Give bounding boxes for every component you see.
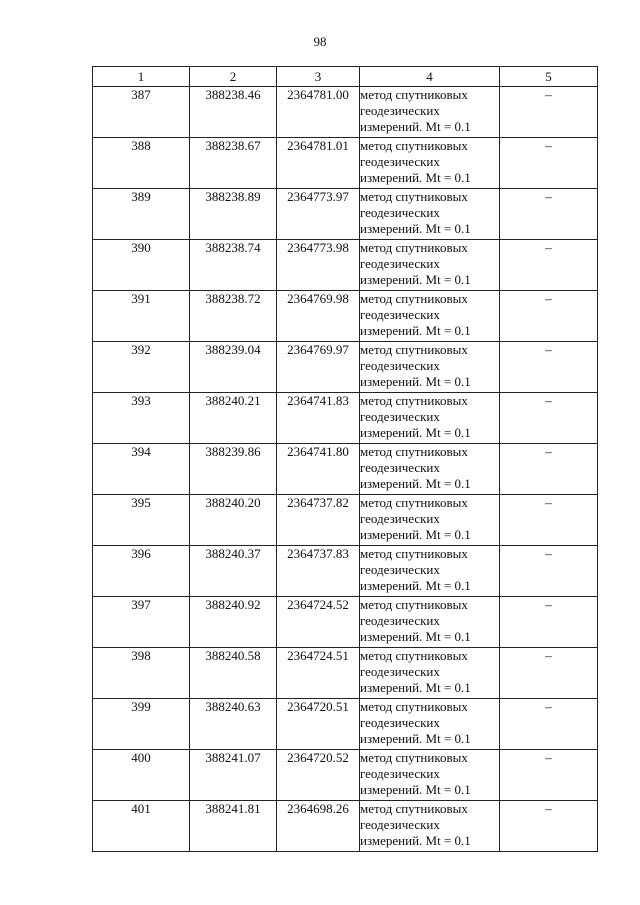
table-row — [93, 444, 598, 495]
column-5-value: – — [500, 699, 598, 750]
header-cell-2: 2 — [190, 67, 277, 87]
method-line-1: метод спутниковых — [360, 750, 468, 765]
coordinate-y: 2364741.83 — [277, 393, 360, 444]
method-line-2: геодезических — [360, 460, 440, 475]
method-line-3: измерений. Mt = 0.1 — [360, 119, 471, 134]
point-number: 395 — [93, 495, 190, 546]
method-line-2: геодезических — [360, 409, 440, 424]
table-body — [93, 87, 598, 852]
point-number: 399 — [93, 699, 190, 750]
column-5-value: – — [500, 801, 598, 852]
method-description — [360, 699, 500, 750]
column-5-value: – — [500, 291, 598, 342]
method-line-2: геодезических — [360, 205, 440, 220]
table-row — [93, 138, 598, 189]
method-line-2: геодезических — [360, 613, 440, 628]
coordinate-x: 388238.74 — [190, 240, 277, 291]
method-line-2: геодезических — [360, 817, 440, 832]
method-line-2: геодезических — [360, 256, 440, 271]
coordinate-x: 388240.20 — [190, 495, 277, 546]
method-line-1: метод спутниковых — [360, 444, 468, 459]
point-number: 389 — [93, 189, 190, 240]
coordinate-y: 2364724.52 — [277, 597, 360, 648]
method-description — [360, 393, 500, 444]
method-description — [360, 87, 500, 138]
method-description — [360, 240, 500, 291]
coordinate-x: 388239.86 — [190, 444, 277, 495]
coordinate-y: 2364720.52 — [277, 750, 360, 801]
coordinate-x: 388238.46 — [190, 87, 277, 138]
coordinate-y: 2364724.51 — [277, 648, 360, 699]
method-description — [360, 648, 500, 699]
coordinate-x: 388238.67 — [190, 138, 277, 189]
header-cell-4: 4 — [360, 67, 500, 87]
column-5-value: – — [500, 597, 598, 648]
method-description — [360, 495, 500, 546]
column-5-value: – — [500, 444, 598, 495]
coordinate-x: 388240.21 — [190, 393, 277, 444]
point-number: 393 — [93, 393, 190, 444]
method-line-1: метод спутниковых — [360, 393, 468, 408]
coordinate-y: 2364773.97 — [277, 189, 360, 240]
method-description — [360, 138, 500, 189]
coordinate-y: 2364769.97 — [277, 342, 360, 393]
method-line-1: метод спутниковых — [360, 699, 468, 714]
method-line-1: метод спутниковых — [360, 342, 468, 357]
method-line-2: геодезических — [360, 715, 440, 730]
point-number: 390 — [93, 240, 190, 291]
coordinate-x: 388240.92 — [190, 597, 277, 648]
method-line-1: метод спутниковых — [360, 291, 468, 306]
method-line-2: геодезических — [360, 103, 440, 118]
column-5-value: – — [500, 342, 598, 393]
method-line-1: метод спутниковых — [360, 801, 468, 816]
table-row — [93, 393, 598, 444]
method-line-2: геодезических — [360, 307, 440, 322]
method-line-1: метод спутниковых — [360, 138, 468, 153]
point-number: 392 — [93, 342, 190, 393]
coordinate-x: 388240.63 — [190, 699, 277, 750]
method-line-2: геодезических — [360, 562, 440, 577]
table-row — [93, 546, 598, 597]
table-row — [93, 495, 598, 546]
point-number: 400 — [93, 750, 190, 801]
coordinate-x: 388238.72 — [190, 291, 277, 342]
point-number: 398 — [93, 648, 190, 699]
point-number: 401 — [93, 801, 190, 852]
method-line-3: измерений. Mt = 0.1 — [360, 833, 471, 848]
method-description — [360, 597, 500, 648]
coordinate-y: 2364698.26 — [277, 801, 360, 852]
method-description — [360, 444, 500, 495]
method-line-1: метод спутниковых — [360, 240, 468, 255]
method-line-3: измерений. Mt = 0.1 — [360, 221, 471, 236]
method-line-2: геодезических — [360, 664, 440, 679]
coordinate-x: 388240.58 — [190, 648, 277, 699]
table-row — [93, 699, 598, 750]
coordinate-x: 388241.07 — [190, 750, 277, 801]
column-5-value: – — [500, 546, 598, 597]
method-line-3: измерений. Mt = 0.1 — [360, 629, 471, 644]
method-line-1: метод спутниковых — [360, 495, 468, 510]
column-5-value: – — [500, 138, 598, 189]
table-row — [93, 87, 598, 138]
header-cell-3: 3 — [277, 67, 360, 87]
column-5-value: – — [500, 393, 598, 444]
method-line-1: метод спутниковых — [360, 648, 468, 663]
coordinate-y: 2364737.82 — [277, 495, 360, 546]
method-line-3: измерений. Mt = 0.1 — [360, 272, 471, 287]
column-5-value: – — [500, 189, 598, 240]
column-5-value: – — [500, 495, 598, 546]
method-description — [360, 189, 500, 240]
table-header — [93, 67, 598, 87]
method-line-3: измерений. Mt = 0.1 — [360, 374, 471, 389]
coordinate-y: 2364769.98 — [277, 291, 360, 342]
method-line-3: измерений. Mt = 0.1 — [360, 527, 471, 542]
coordinate-y: 2364737.83 — [277, 546, 360, 597]
coordinates-table — [92, 66, 598, 852]
method-line-3: измерений. Mt = 0.1 — [360, 425, 471, 440]
method-line-3: измерений. Mt = 0.1 — [360, 731, 471, 746]
table-row — [93, 597, 598, 648]
column-5-value: – — [500, 750, 598, 801]
page-number: 98 — [313, 34, 327, 49]
point-number: 397 — [93, 597, 190, 648]
table-row — [93, 342, 598, 393]
column-5-value: – — [500, 648, 598, 699]
header-row — [93, 67, 598, 87]
header-cell-5: 5 — [500, 67, 598, 87]
coordinate-y: 2364720.51 — [277, 699, 360, 750]
coordinate-x: 388240.37 — [190, 546, 277, 597]
method-line-3: измерений. Mt = 0.1 — [360, 680, 471, 695]
point-number: 391 — [93, 291, 190, 342]
point-number: 394 — [93, 444, 190, 495]
point-number: 387 — [93, 87, 190, 138]
column-5-value: – — [500, 87, 598, 138]
coordinate-x: 388238.89 — [190, 189, 277, 240]
method-description — [360, 342, 500, 393]
method-line-2: геодезических — [360, 511, 440, 526]
column-5-value: – — [500, 240, 598, 291]
method-line-1: метод спутниковых — [360, 87, 468, 102]
method-line-3: измерений. Mt = 0.1 — [360, 476, 471, 491]
table-row — [93, 189, 598, 240]
method-description — [360, 801, 500, 852]
coordinate-y: 2364781.00 — [277, 87, 360, 138]
method-line-2: геодезических — [360, 358, 440, 373]
header-cell-1: 1 — [93, 67, 190, 87]
table-row — [93, 291, 598, 342]
method-line-1: метод спутниковых — [360, 597, 468, 612]
table-row — [93, 801, 598, 852]
point-number: 396 — [93, 546, 190, 597]
coordinate-y: 2364781.01 — [277, 138, 360, 189]
method-line-2: геодезических — [360, 154, 440, 169]
point-number: 388 — [93, 138, 190, 189]
method-line-2: геодезических — [360, 766, 440, 781]
coordinate-y: 2364773.98 — [277, 240, 360, 291]
method-line-1: метод спутниковых — [360, 546, 468, 561]
table-row — [93, 648, 598, 699]
table-row — [93, 750, 598, 801]
method-line-3: измерений. Mt = 0.1 — [360, 170, 471, 185]
coordinate-x: 388239.04 — [190, 342, 277, 393]
method-line-1: метод спутниковых — [360, 189, 468, 204]
table-row — [93, 240, 598, 291]
method-description — [360, 291, 500, 342]
method-description — [360, 546, 500, 597]
method-line-3: измерений. Mt = 0.1 — [360, 323, 471, 338]
method-description — [360, 750, 500, 801]
coordinate-x: 388241.81 — [190, 801, 277, 852]
method-line-3: измерений. Mt = 0.1 — [360, 782, 471, 797]
method-line-3: измерений. Mt = 0.1 — [360, 578, 471, 593]
coordinate-y: 2364741.80 — [277, 444, 360, 495]
